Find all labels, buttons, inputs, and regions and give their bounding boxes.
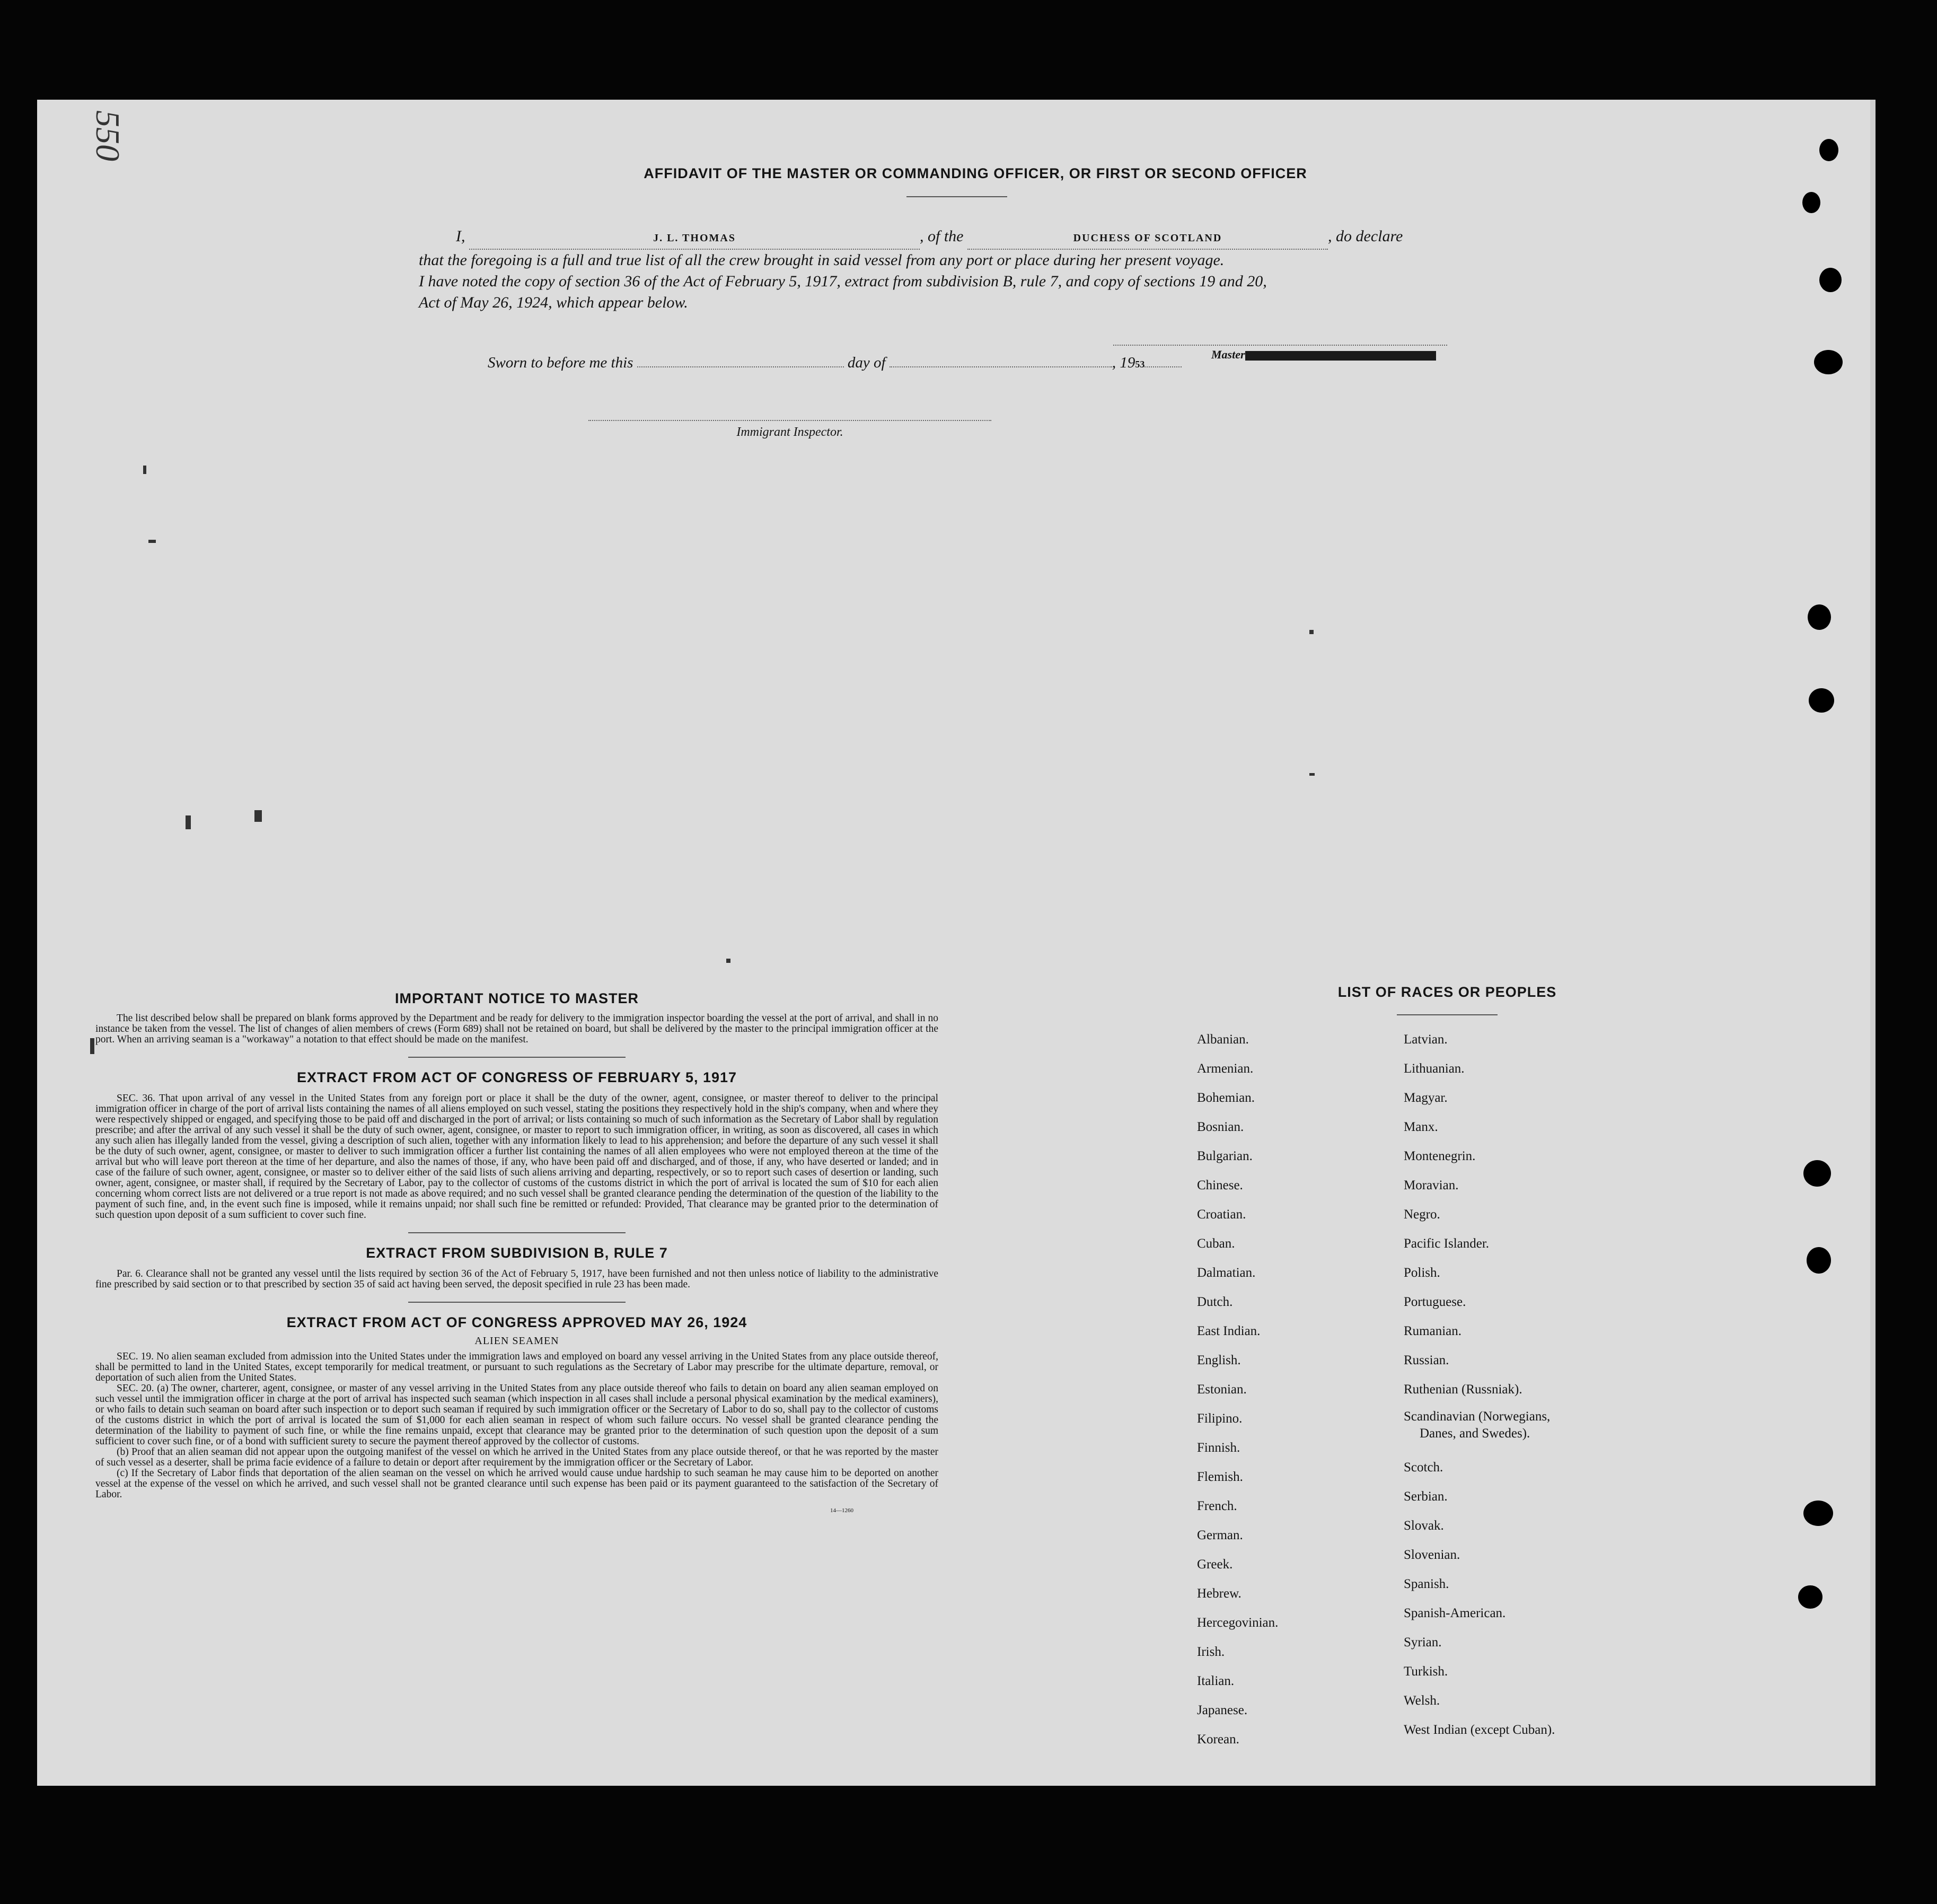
race-item-scandinavian <box>1404 1404 1555 1453</box>
scan-speck <box>186 815 191 829</box>
redacted-signature <box>1245 351 1436 361</box>
race-item: Irish. <box>1197 1645 1225 1659</box>
race-item: Greek. <box>1197 1557 1233 1572</box>
race-item: Dalmatian. <box>1197 1266 1256 1280</box>
punch-hole <box>1798 1585 1822 1609</box>
rule-7-body: Par. 6. Clearance shall not be granted any vessel until the lists required by section 36 of the Act of February 5, 1917, have been furnished and not then unless notice of liability to the administrative fine prescribed by said section or to that prescribed by section 35 of said act having been served, the deposit specified in rule 23 has been made. <box>95 1268 938 1290</box>
race-item: Pacific Islander. <box>1404 1236 1490 1251</box>
master-label: Master <box>1211 348 1245 361</box>
sworn-day-label: day of <box>847 354 886 371</box>
document-sheet <box>37 100 1871 1786</box>
scan-speck <box>254 810 262 822</box>
race-item: English. <box>1197 1353 1241 1367</box>
race-item: Chinese. <box>1197 1178 1243 1192</box>
inspector-signature-line <box>588 420 991 421</box>
race-item: Turkish. <box>1404 1664 1448 1679</box>
race-item: Dutch. <box>1197 1295 1233 1309</box>
race-item: Cuban. <box>1197 1236 1235 1251</box>
scan-speck <box>1309 630 1314 634</box>
punch-hole <box>1814 350 1843 374</box>
race-item: Slovenian. <box>1404 1548 1460 1562</box>
declaration-prefix: I, <box>456 227 465 245</box>
race-item: Serbian. <box>1404 1489 1448 1504</box>
act-1917-body: SEC. 36. That upon arrival of any vessel in the United States from any foreign port or place it shall be the duty of the owner, agent, consignee, or master thereof to deliver to the principal immigration officer in charge of the port of arrival lists containing the names of all aliens employed on such vessel, stating the positions they respectively hold in the ship's company, when and where they were respectively shipped or engaged, and specifying those to be paid off and discharged in the port of arrival; or lists containing so much of such information as the Secretary of Labor shall by regulation prescribe; and after the arrival of any such vessel it shall be the duty of such owner, agent, consignee, or master to report to such immigration officer, in writing, as soon as discovered, all cases in which any such alien has illegally landed from the vessel, giving a description of such alien, together with any information likely to lead to his apprehension; and before the departure of any such vessel it shall be the duty of such owner, agent, consignee, or master to deliver to such immigration officer a further list containing the names of all alien employees who were not employed thereon at the time of the arrival but who will leave port thereon at the time of her departure, and also the names of those, if any, who have been paid off and discharged, and of those, if any, who have deserted or landed; and in case of the failure of such owner, agent, consignee, or master so to deliver either of the said lists of such aliens arriving and departing, respectively, or so to report such cases of desertion or landing, such owner, agent, consignee, or master shall, if required by the Secretary of Labor, pay to the collector of customs of the customs district in which the port of arrival is located the sum of $10 for each alien concerning whom correct lists are not delivered or a true report is not made as above required; and no such vessel shall be granted clearance pending the determination of the question of the liability to the payment of such fine, and, in the event such fine is imposed, while it remains unpaid; nor shall such fine be remitted or refunded: Provided, That clearance may be granted prior to the determination of such question upon deposit of a sum sufficient to cover such fine. <box>95 1093 938 1221</box>
race-item: Filipino. <box>1197 1411 1243 1426</box>
race-item: Albanian. <box>1197 1032 1249 1047</box>
sworn-statement <box>488 354 1182 372</box>
race-item: Moravian. <box>1404 1178 1459 1192</box>
separator-2 <box>408 1232 626 1233</box>
race-item: Italian. <box>1197 1674 1235 1688</box>
page-number: 550 <box>89 110 127 161</box>
race-item: Portuguese. <box>1404 1295 1466 1309</box>
race-item: West Indian (except Cuban). <box>1404 1723 1555 1737</box>
race-item: Slovak. <box>1404 1519 1444 1533</box>
punch-hole <box>1803 1501 1833 1526</box>
races-title-rule <box>1397 1014 1498 1015</box>
affidavit-title: AFFIDAVIT OF THE MASTER OR COMMANDING OFFICER, OR FIRST OR SECOND OFFICER <box>644 165 1307 181</box>
act-1924-subtitle: ALIEN SEAMEN <box>474 1335 559 1347</box>
section-20b: (b) Proof that an alien seaman did not appear upon the outgoing manifest of the vessel on which he arrived in the United States from any place outside thereof, or that he was reported by the master of such vessel as a deserter, shall be prima facie evidence of a failure to detain or deport after requirement by the immigration officer or the Secretary of Labor. <box>95 1446 938 1468</box>
act-1924-title: EXTRACT FROM ACT OF CONGRESS APPROVED MAY 26, 1924 <box>286 1314 747 1330</box>
punch-hole <box>1808 604 1831 630</box>
race-item: Estonian. <box>1197 1382 1247 1397</box>
races-right-column <box>1404 1025 1555 1744</box>
scan-speck <box>726 959 730 963</box>
declaration-line-3: I have noted the copy of section 36 of the Act of February 5, 1917, extract from subdivision B, rule 7, and copy of sections 19 and 20, <box>419 273 1267 290</box>
race-item: East Indian. <box>1197 1324 1261 1338</box>
vessel-name-field: DUCHESS OF SCOTLAND <box>967 227 1328 250</box>
declaration-suffix: , do declare <box>1328 227 1403 245</box>
race-item: Syrian. <box>1404 1635 1442 1649</box>
races-title: LIST OF RACES OR PEOPLES <box>1337 984 1557 1000</box>
punch-hole <box>1809 688 1834 713</box>
race-item: Hercegovinian. <box>1197 1616 1279 1630</box>
punch-hole <box>1803 1160 1831 1187</box>
form-number: 14—1260 <box>830 1507 853 1514</box>
race-item: Scotch. <box>1404 1460 1443 1475</box>
section-19: SEC. 19. No alien seaman excluded from admission into the United States under the immigration laws and employed on board any vessel arriving in the United States from any place outside thereof, shall be permitted to land in the United States, except temporarily for medical treatment, or pursuant to such regulations as the Secretary of Labor may prescribe for the ultimate departure, removal, or deportation of such alien from the United States. <box>95 1351 938 1383</box>
sworn-year-value: 53 <box>1135 359 1145 370</box>
sworn-year-blank <box>1144 366 1182 367</box>
signature-line <box>1113 345 1447 346</box>
race-item: Montenegrin. <box>1404 1149 1476 1163</box>
scan-speck <box>143 466 146 474</box>
scan-speck <box>1309 773 1315 776</box>
punch-hole <box>1807 1247 1831 1274</box>
notice-title: IMPORTANT NOTICE TO MASTER <box>395 990 639 1006</box>
races-section <box>1156 984 1739 1747</box>
race-item: Finnish. <box>1197 1441 1240 1455</box>
race-item: French. <box>1197 1499 1237 1513</box>
race-item: Negro. <box>1404 1207 1440 1222</box>
race-item: Danes, and Swedes). <box>1420 1426 1530 1441</box>
race-item: Polish. <box>1404 1266 1440 1280</box>
race-item: Lithuanian. <box>1404 1061 1465 1076</box>
separator-3 <box>408 1302 626 1303</box>
declaration-text <box>419 226 1516 313</box>
declaration-line-2: that the foregoing is a full and true list of all the crew brought in said vessel from any port or place during her present voyage. <box>419 251 1225 269</box>
race-item: Bosnian. <box>1197 1120 1244 1134</box>
race-item: Latvian. <box>1404 1032 1448 1047</box>
race-item: Hebrew. <box>1197 1586 1242 1601</box>
sworn-year-label: , 19 <box>1112 354 1135 371</box>
race-item: Welsh. <box>1404 1694 1440 1708</box>
declaration-line-4: Act of May 26, 1924, which appear below. <box>419 294 688 311</box>
race-item: Korean. <box>1197 1732 1239 1747</box>
race-item: Spanish-American. <box>1404 1606 1506 1620</box>
scan-speck <box>90 1038 94 1054</box>
punch-hole <box>1819 268 1842 292</box>
master-signature <box>1211 348 1436 362</box>
race-item: Bulgarian. <box>1197 1149 1253 1163</box>
race-item: Magyar. <box>1404 1091 1448 1105</box>
race-item: German. <box>1197 1528 1243 1542</box>
race-item: Bohemian. <box>1197 1091 1255 1105</box>
declaration-line-1 <box>456 226 1516 250</box>
declaration-of: , of the <box>920 227 964 245</box>
notice-body: The list described below shall be prepared on blank forms approved by the Department and be ready for delivery to the immigration inspector boarding the vessel at the port of arrival, and shall in no instance be taken from the vessel. The list of changes of alien members of crews (Form 689) shall not be retained on board, but shall be delivered by the master to the principal immigration officer at the port. When an arriving seaman is a "workaway" a notation to that effect should be made on the manifest. <box>95 1013 938 1045</box>
section-20c: (c) If the Secretary of Labor finds that deportation of the alien seaman on the vessel on which he arrived would cause undue hardship to such seaman he may cause him to be deported on another vessel at the expense of the vessel on which he arrived, and such vessel shall not be granted clearance until such expense has been paid or its payment guaranteed to the satisfaction of the Secretary of Labor. <box>95 1468 938 1500</box>
rule-7-title: EXTRACT FROM SUBDIVISION B, RULE 7 <box>366 1245 668 1261</box>
race-item: Armenian. <box>1197 1061 1254 1076</box>
punch-hole <box>1819 139 1838 161</box>
separator-1 <box>408 1057 626 1058</box>
race-item: Spanish. <box>1404 1577 1449 1591</box>
notice-section <box>95 990 938 1514</box>
race-item: Rumanian. <box>1404 1324 1462 1338</box>
title-rule <box>906 196 1007 197</box>
race-item: Croatian. <box>1197 1207 1246 1222</box>
sworn-prefix: Sworn to before me this <box>488 354 633 371</box>
act-1917-title: EXTRACT FROM ACT OF CONGRESS OF FEBRUARY 5, 1917 <box>296 1069 737 1085</box>
race-item: Ruthenian (Russniak). <box>1404 1382 1522 1397</box>
sworn-month-blank <box>890 366 1112 367</box>
race-item: Manx. <box>1404 1120 1438 1134</box>
sworn-day-blank <box>637 366 844 367</box>
races-left-column <box>1197 1025 1278 1754</box>
section-20a: SEC. 20. (a) The owner, charterer, agent, consignee, or master of any vessel arriving in the United States from any place outside thereof who fails to detain on board any alien seaman employed on such vessel until the immigration officer in charge at the port of arrival has inspected such seaman (which inspection in all cases shall include a personal physical examination by the medical examiners), or who fails to detain such seaman on board after such inspection or to deport such seaman if required by such immigration officer or the Secretary of Labor to do so, shall pay to the collector of customs of the customs district in which the port of arrival is located the sum of $1,000 for each alien seaman in respect of whom such failure occurs. No vessel shall be granted clearance pending the determination of the liability to payment of such fine, or while the fine remains unpaid, except that clearance may be granted prior to the determination of such question upon the deposit of a sum sufficient to cover such fine, or of a bond with sufficient surety to secure the payment thereof approved by the collector of customs. <box>95 1383 938 1447</box>
scan-speck <box>148 540 156 543</box>
race-item: Russian. <box>1404 1353 1449 1367</box>
race-item: Japanese. <box>1197 1703 1248 1717</box>
inspector-label: Immigrant Inspector. <box>736 425 843 439</box>
punch-hole <box>1802 192 1820 213</box>
race-item: Scandinavian (Norwegians, <box>1404 1409 1551 1424</box>
master-name-field: J. L. THOMAS <box>469 227 920 250</box>
race-item: Flemish. <box>1197 1470 1243 1484</box>
